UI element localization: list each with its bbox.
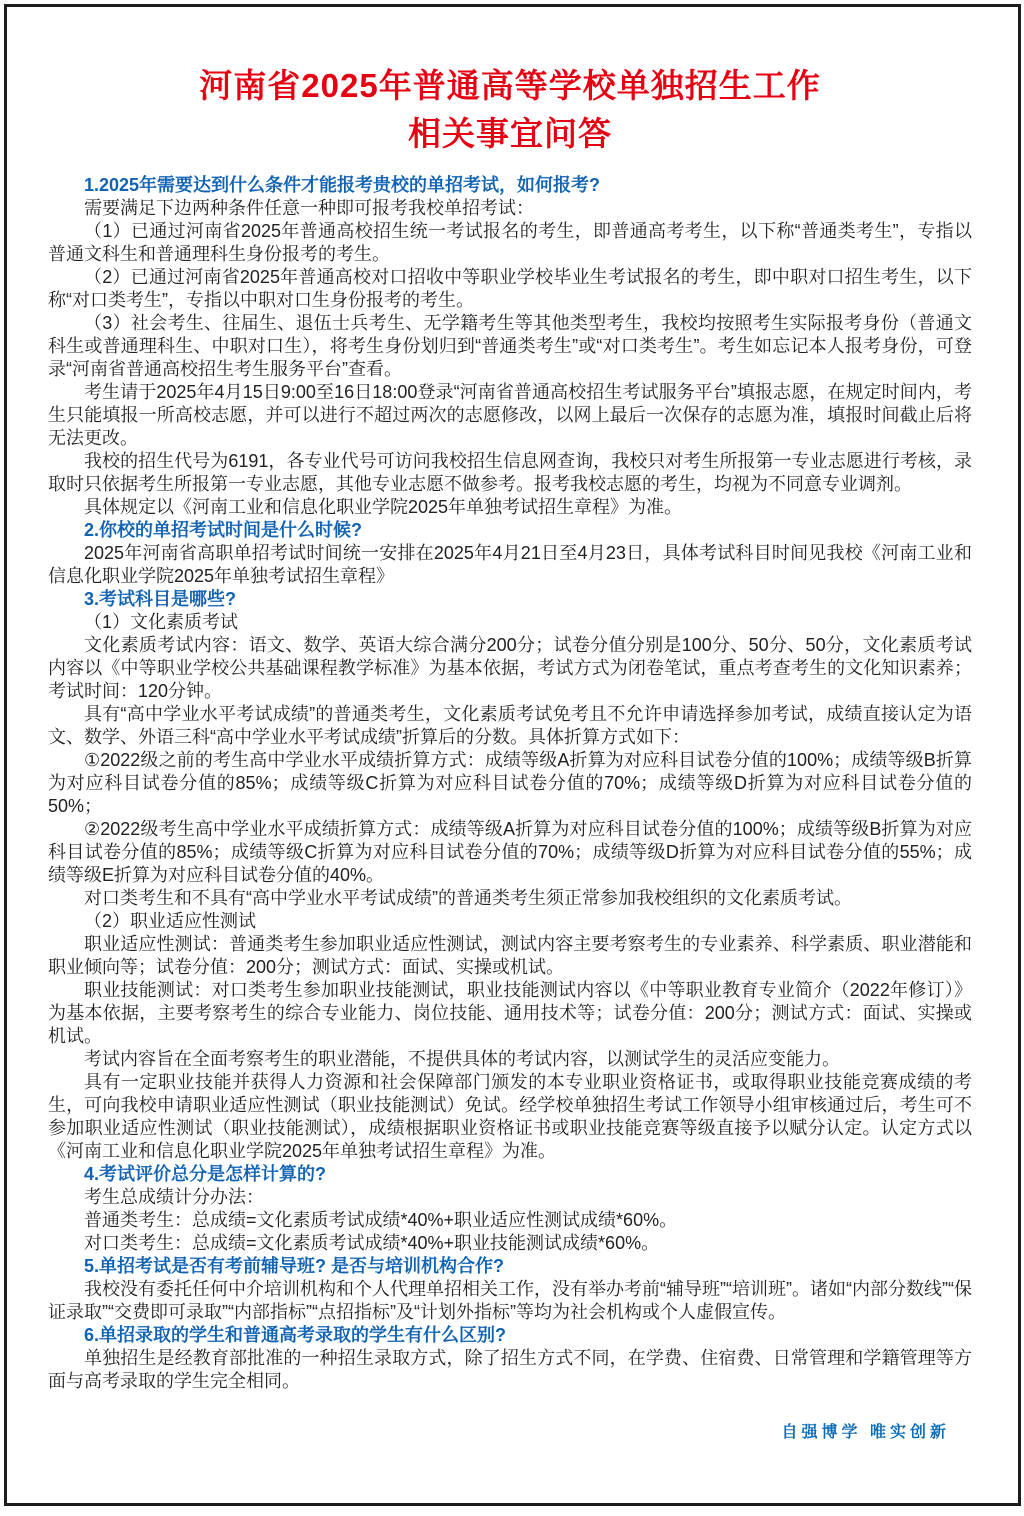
paragraph: 考试内容旨在全面考察考生的职业潜能，不提供具体的考试内容，以测试学生的灵活应变能力。: [84, 1049, 840, 1069]
paragraph: （1）已通过河南省2025年普通高校招生统一考试报名的考生，即普通高考考生，以下称“普通类考生”，专指以普通文科生和普通理科生身份报考的考生。: [48, 221, 972, 264]
paragraph: 考生总成绩计分办法：: [84, 1187, 264, 1207]
paragraph: 2025年河南省高职单招考试时间统一安排在2025年4月21日至4月23日，具体考试科目时间见我校《河南工业和信息化职业学院2025年单独考试招生章程》: [48, 543, 972, 586]
paragraph: 普通类考生：总成绩=文化素质考试成绩*40%+职业适应性测试成绩*60%。: [84, 1210, 678, 1230]
question-heading: 4.考试评价总分是怎样计算的?: [84, 1164, 327, 1184]
question-heading: 2.你校的单招考试时间是什么时候?: [84, 520, 363, 540]
paragraph: ①2022级之前的考生高中学业水平成绩折算方式：成绩等级A折算为对应科目试卷分值的100%；成绩等级B折算为对应科目试卷分值的85%；成绩等级C折算为对应科目试卷分值的70%；成绩等级D折算为对应科目试卷分值的50%；: [48, 750, 972, 816]
title-line-1: 河南省2025年普通高等学校单独招生工作: [199, 67, 821, 104]
paragraph: 对口类考生和不具有“高中学业水平考试成绩”的普通类考生须正常参加我校组织的文化素质考试。: [84, 888, 852, 908]
paragraph: 具有一定职业技能并获得人力资源和社会保障部门颁发的本专业职业资格证书，或取得职业技能竞赛成绩的考生，可向我校申请职业适应性测试（职业技能测试）免试。经学校单独招生考试工作领导小组审核通过后，考生可不参加职业适应性测试（职业技能测试），成绩根据职业资格证书或职业技能竞赛等级直接予以赋分认定。认定方式以《河南工业和信息化职业学院2025年单独考试招生章程》为准。: [48, 1072, 972, 1161]
paragraph: 职业技能测试：对口类考生参加职业技能测试，职业技能测试内容以《中等职业教育专业简介（2022年修订）》为基本依据，主要考察考生的综合专业能力、岗位技能、通用技术等；试卷分值：200分；测试方式：面试、实操或机试。: [48, 980, 972, 1046]
paragraph: 单独招生是经教育部批准的一种招生录取方式，除了招生方式不同，在学费、住宿费、日常管理和学籍管理等方面与高考录取的学生完全相同。: [48, 1348, 972, 1391]
paragraph: （2）职业适应性测试: [84, 911, 257, 931]
paragraph: 考生请于2025年4月15日9:00至16日18:00登录“河南省普通高校招生考试服务平台”填报志愿，在规定时间内，考生只能填报一所高校志愿，并可以进行不超过两次的志愿修改，以网上最后一次保存的志愿为准，填报时间截止后将无法更改。: [48, 382, 972, 448]
paragraph: 具有“高中学业水平考试成绩”的普通类考生，文化素质考试免考且不允许申请选择参加考试，成绩直接认定为语文、数学、外语三科“高中学业水平考试成绩”折算后的分数。具体折算方式如下：: [48, 704, 972, 747]
title-line-2: 相关事宜问答: [408, 115, 612, 152]
question-heading: 3.考试科目是哪些?: [84, 589, 237, 609]
document-title: [48, 62, 972, 158]
question-heading: 5.单招考试是否有考前辅导班? 是否与培训机构合作?: [84, 1256, 505, 1276]
question-heading: 1.2025年需要达到什么条件才能报考贵校的单招考试，如何报考?: [84, 175, 601, 195]
paragraph: （1）文化素质考试: [84, 612, 239, 632]
document-content: [48, 62, 972, 1442]
paragraph: ②2022级考生高中学业水平成绩折算方式：成绩等级A折算为对应科目试卷分值的100%；成绩等级B折算为对应科目试卷分值的85%；成绩等级C折算为对应科目试卷分值的70%；成绩等级D折算为对应科目试卷分值的55%；成绩等级E折算为对应科目试卷分值的40%。: [48, 819, 972, 885]
school-motto: 自强博学 唯实创新: [781, 1424, 950, 1441]
paragraph: 需要满足下边两种条件任意一种即可报考我校单招考试：: [84, 198, 534, 218]
paragraph: 职业适应性测试：普通类考生参加职业适应性测试，测试内容主要考察考生的专业素养、科学素质、职业潜能和职业倾向等；试卷分值：200分；测试方式：面试、实操或机试。: [48, 934, 972, 977]
paragraph: 对口类考生：总成绩=文化素质考试成绩*40%+职业技能测试成绩*60%。: [84, 1233, 660, 1253]
paragraph: （3）社会考生、往届生、退伍士兵考生、无学籍考生等其他类型考生，我校均按照考生实际报考身份（普通文科生或普通理科生、中职对口生），将考生身份划归到“普通类考生”或“对口类考生”。考生如忘记本人报考身份，可登录“河南省普通高校招生考生服务平台”查看。: [48, 313, 972, 379]
paragraph: 我校的招生代号为6191，各专业代号可访问我校招生信息网查询，我校只对考生所报第一专业志愿进行考核，录取时只依据考生所报第一专业志愿，其他专业志愿不做参考。报考我校志愿的考生，均视为不同意专业调剂。: [48, 451, 972, 494]
paragraph: 具体规定以《河南工业和信息化职业学院2025年单独考试招生章程》为准。: [84, 497, 683, 517]
document-body: [48, 174, 972, 1393]
paragraph: （2）已通过河南省2025年普通高校对口招收中等职业学校毕业生考试报名的考生，即中职对口招生考生，以下称“对口类考生”，专指以中职对口生身份报考的考生。: [48, 267, 972, 310]
question-heading: 6.单招录取的学生和普通高考录取的学生有什么区别?: [84, 1325, 507, 1345]
paragraph: 文化素质考试内容：语文、数学、英语大综合满分200分；试卷分值分别是100分、50分、50分，文化素质考试内容以《中等职业学校公共基础课程教学标准》为基本依据，考试方式为闭卷笔试，重点考查考生的文化知识素养；考试时间：120分钟。: [48, 635, 972, 701]
paragraph: 我校没有委托任何中介培训机构和个人代理单招相关工作，没有举办考前“辅导班”“培训班”。诸如“内部分数线”“保证录取”“交费即可录取”“内部指标”“点招指标”及“计划外指标”等均为社会机构或个人虚假宣传。: [48, 1279, 972, 1322]
